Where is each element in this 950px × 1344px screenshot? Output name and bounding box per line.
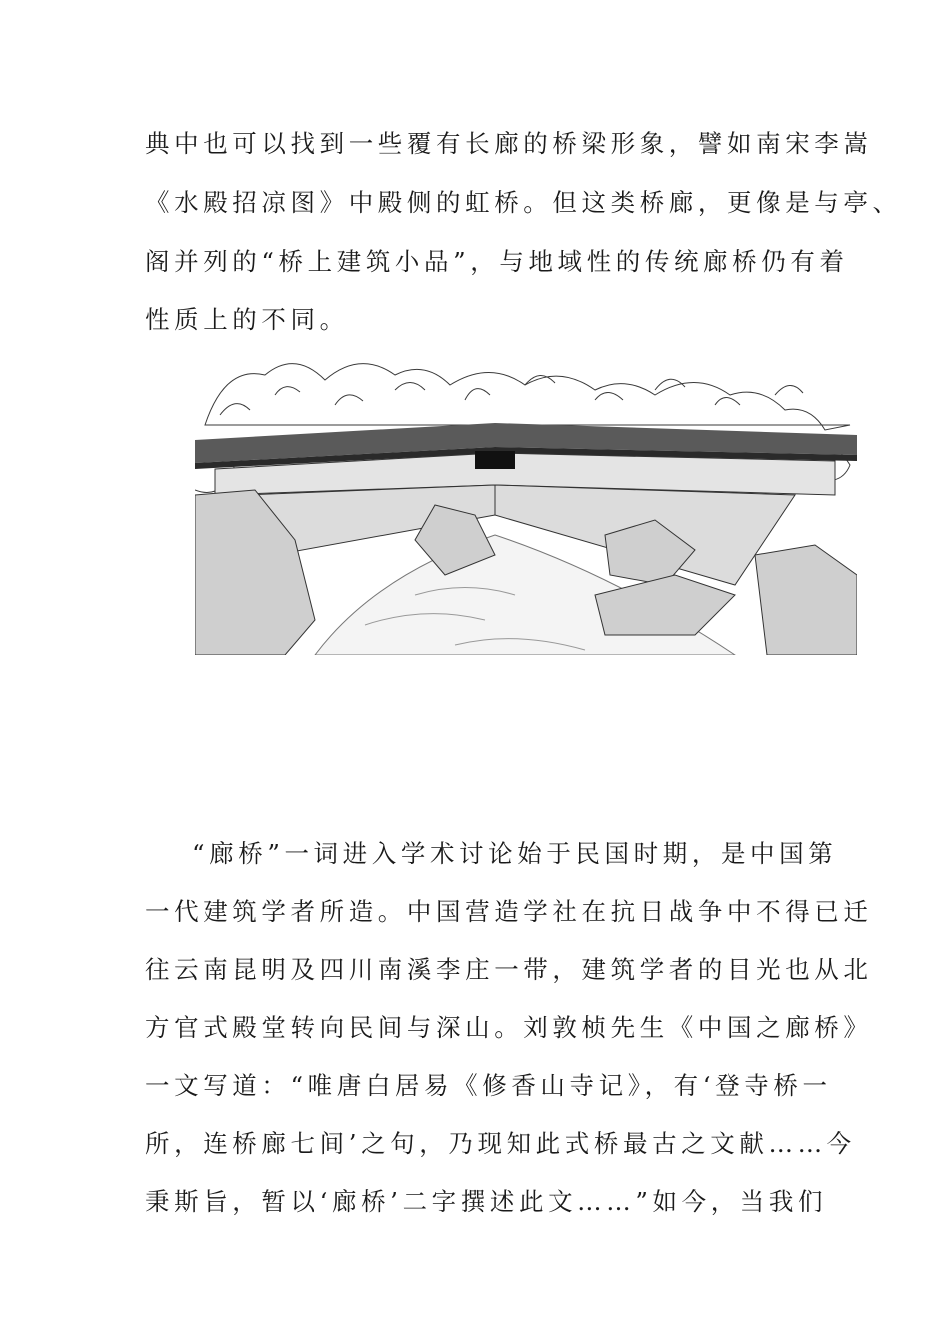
- para2-line: 所，连桥廊七间’之句，乃现知此式桥最古之文献……今: [145, 1129, 856, 1158]
- para2-line: “廊桥”一词进入学术讨论始于民国时期，是中国第: [192, 839, 838, 868]
- para1-line: 《水殿招凉图》中殿侧的虹桥。但这类桥廊，更像是与亭、: [145, 188, 902, 217]
- covered-bridge-illustration: [195, 355, 857, 655]
- para2-line: 一文写道：“唯唐白居易《修香山寺记》，有‘登寺桥一: [145, 1071, 832, 1100]
- para1-line: 阁并列的“桥上建筑小品”，与地域性的传统廊桥仍有着: [145, 247, 849, 276]
- para2-line: 往云南昆明及四川南溪李庄一带，建筑学者的目光也从北: [145, 955, 873, 984]
- para2-line: 秉斯旨，暂以‘廊桥’二字撰述此文……”如今，当我们: [145, 1187, 828, 1216]
- para2-line: 一代建筑学者所造。中国营造学社在抗日战争中不得已迁: [145, 897, 873, 926]
- para1-line: 典中也可以找到一些覆有长廊的桥梁形象，譬如南宋李嵩: [145, 129, 873, 158]
- para1-line: 性质上的不同。: [145, 305, 349, 334]
- para2-line: 方官式殿堂转向民间与深山。刘敦桢先生《中国之廊桥》: [145, 1013, 873, 1042]
